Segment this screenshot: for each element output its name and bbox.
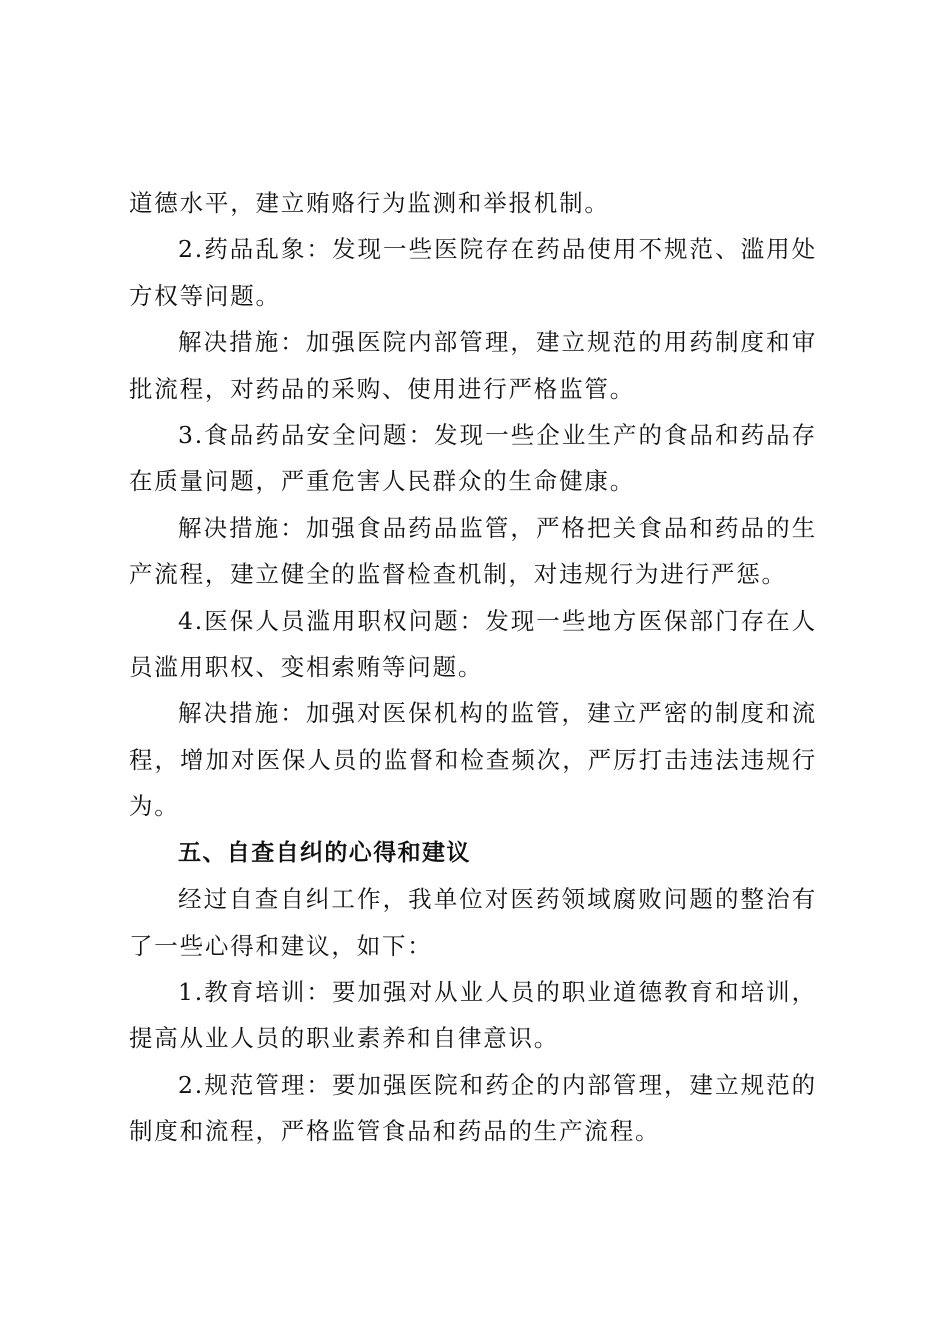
paragraph-drug-chaos: 2.药品乱象：发现一些医院存在药品使用不规范、滥用处方权等问题。 <box>129 235 817 310</box>
paragraph-food-drug-solution: 解决措施：加强食品药品监管，严格把关食品和药品的生产流程，建立健全的监督检查机制，对违规行为进行严惩。 <box>129 513 817 589</box>
paragraph-medical-insurance-solution: 解决措施：加强对医保机构的监管，建立严密的制度和流程，增加对医保人员的监督和检查频次，严厉打击违法违规行为。 <box>129 699 817 821</box>
paragraph-intro-suggestions: 经过自查自纠工作，我单位对医药领域腐败问题的整治有了一些心得和建议，如下： <box>129 885 817 960</box>
document-body <box>129 180 817 1155</box>
paragraph-medical-insurance-abuse: 4.医保人员滥用职权问题：发现一些地方医保部门存在人员滥用职权、变相索贿等问题。 <box>129 606 817 682</box>
paragraph-education-training: 1.教育培训：要加强对从业人员的职业道德教育和培训，提高从业人员的职业素养和自律意识。 <box>129 977 817 1053</box>
paragraph-standardized-management: 2.规范管理：要加强医院和药企的内部管理，建立规范的制度和流程，严格监管食品和药品的生产流程。 <box>129 1070 817 1146</box>
paragraph-continuation: 道德水平，建立贿赂行为监测和举报机制。 <box>129 189 610 217</box>
paragraph-food-drug-safety: 3.食品药品安全问题：发现一些企业生产的食品和药品存在质量问题，严重危害人民群众的生命健康。 <box>129 421 817 496</box>
section-heading-five: 五、自查自纠的心得和建议 <box>178 839 471 866</box>
paragraph-drug-solution: 解决措施：加强医院内部管理，建立规范的用药制度和审批流程，对药品的采购、使用进行严格监管。 <box>129 328 817 403</box>
